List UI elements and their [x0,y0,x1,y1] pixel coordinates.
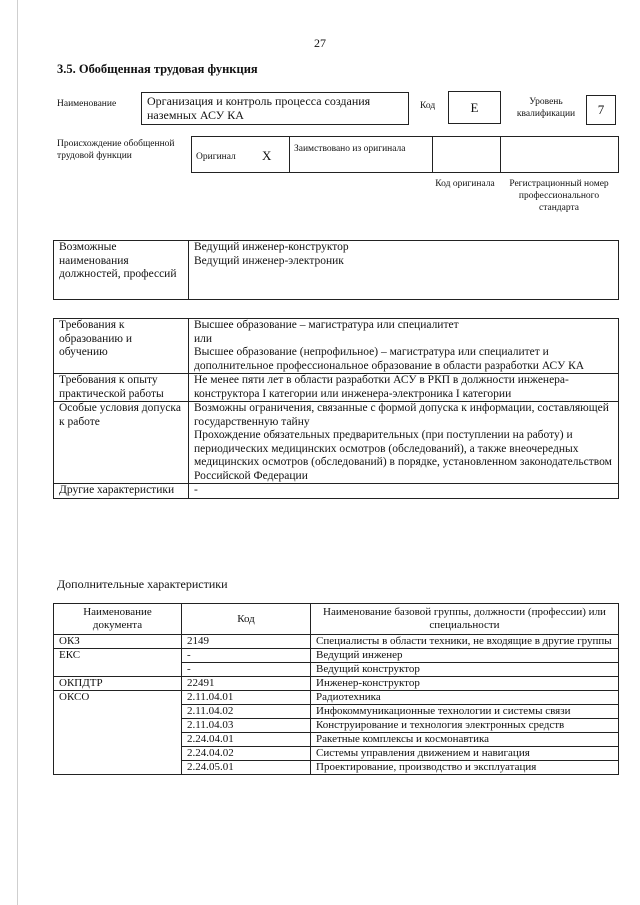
requirement-line: или [194,332,213,345]
row-name: Ведущий инженер [311,649,619,663]
name-label: Наименование [57,99,117,109]
requirement-line: Не менее пяти лет в области разработки АСУ в РКП в должности инженера-конструктора I категории или инженера-электроника I категории [194,374,569,400]
row-name: Специалисты в области техники, не входящие в другие группы [311,635,619,649]
registration-number-caption: Регистрационный номер профессионального стандарта [509,179,609,213]
code-label: Код [420,101,436,111]
position-item: Ведущий инженер-электроник [194,254,344,267]
requirements-row [54,374,619,402]
row-name: Инженер-конструктор [311,677,619,691]
row-name: Системы управления движением и навигация [311,747,619,761]
requirement-line: Высшее образование (непрофильное) – магистратура или специалитет и дополнительное профессиональное образование в области разработки АСУ КА [194,346,585,372]
requirement-label: Требования к образованию и обучению [54,319,189,374]
row-code: 22491 [182,677,311,691]
requirement-label: Особые условия допуска к работе [54,402,189,484]
original-mark: X [262,148,272,163]
row-document: ОКЗ [54,635,182,649]
requirements-row [54,484,619,499]
origin-box [191,136,619,173]
scan-edge-line [17,0,18,905]
additional-title: Дополнительные характеристики [57,577,228,591]
original-code-cell [432,137,501,172]
position-item: Ведущий инженер-конструктор [194,241,349,253]
requirement-line: Возможны ограничения, связанные с формой допуска к информации, составляющей государственную тайну [194,402,609,428]
page-number: 27 [314,36,326,50]
row-code: 2.24.05.01 [182,761,311,775]
row-code: 2.11.04.03 [182,719,311,733]
additional-table [53,603,619,775]
requirement-value-cell [189,484,619,499]
requirements-row [54,319,619,374]
header-code: Код [182,604,311,635]
row-name: Ведущий конструктор [311,663,619,677]
original-code-caption: Код оригинала [435,179,495,189]
borrowed-label: Заимствовано из оригинала [294,144,406,154]
row-code: - [182,649,311,663]
additional-rows [54,635,619,775]
requirement-line: Высшее образование – магистратура или специалитет [194,319,459,331]
row-code: 2.24.04.02 [182,747,311,761]
positions-table [53,240,619,300]
registration-number-cell [500,137,619,172]
original-label: Оригинал [196,152,236,162]
row-code: 2149 [182,635,311,649]
table-row [54,677,619,691]
borrowed-cell [289,137,433,172]
qualification-level-label: Уровень квалификации [516,97,576,119]
positions-value-cell [189,241,619,300]
origin-label: Происхождение обобщенной трудовой функции [57,139,175,161]
requirements-row [54,402,619,484]
table-row [54,649,619,663]
requirement-value-cell [189,319,619,374]
row-name: Инфокоммуникационные технологии и системы связи [311,705,619,719]
row-name: Ракетные комплексы и космонавтика [311,733,619,747]
table-row [54,635,619,649]
row-document: ЕКС [54,649,182,677]
row-document: ОКСО [54,691,182,775]
function-code-box: E [448,91,501,124]
requirement-line: - [194,484,198,496]
requirement-value-cell [189,402,619,484]
requirement-value-cell [189,374,619,402]
row-name: Конструирование и технология электронных средств [311,719,619,733]
row-name: Радиотехника [311,691,619,705]
table-row [54,691,619,705]
row-document: ОКПДТР [54,677,182,691]
requirement-line: Прохождение обязательных предварительных (при поступлении на работу) и периодических медицинских осмотров (обследований), а также внеочередных медицинских осмотров (обследований) в порядке, установленном законодательством Российской Федерации [194,429,612,482]
requirement-label: Требования к опыту практической работы [54,374,189,402]
positions-label: Возможные наименования должностей, профессий [54,241,189,300]
requirements-table [53,318,619,499]
row-name: Проектирование, производство и эксплуатация [311,761,619,775]
qualification-level-box: 7 [586,95,616,125]
function-name-box: Организация и контроль процесса создания наземных АСУ КА [141,92,409,125]
additional-header-row [54,604,619,635]
header-name: Наименование базовой группы, должности (профессии) или специальности [311,604,619,635]
row-code: 2.11.04.01 [182,691,311,705]
row-code: - [182,663,311,677]
positions-row [54,241,619,300]
row-code: 2.24.04.01 [182,733,311,747]
header-document: Наименование документа [54,604,182,635]
section-heading: 3.5. Обобщенная трудовая функция [57,62,258,76]
row-code: 2.11.04.02 [182,705,311,719]
requirement-label: Другие характеристики [54,484,189,499]
